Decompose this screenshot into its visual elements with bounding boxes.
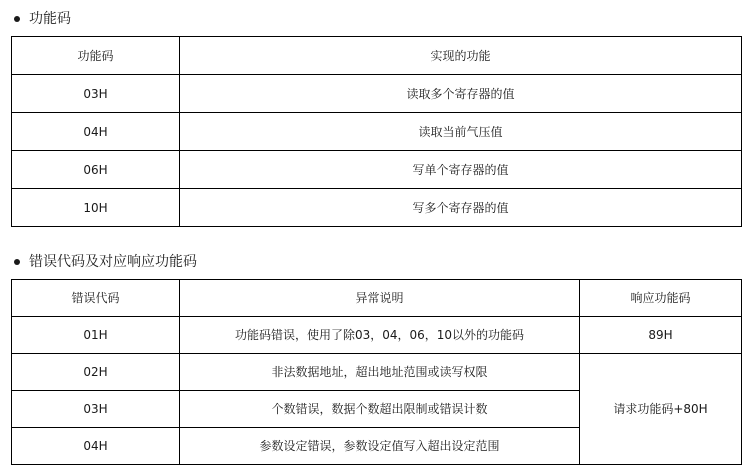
cell-code: 03H <box>12 75 180 113</box>
bullet-icon <box>14 16 20 22</box>
cell-response-code-merged: 请求功能码+80H <box>580 354 742 465</box>
column-header-code: 功能码 <box>12 37 180 75</box>
column-header-function: 实现的功能 <box>180 37 742 75</box>
cell-error-code: 04H <box>12 428 180 465</box>
cell-error-code: 01H <box>12 317 180 354</box>
cell-error-code: 02H <box>12 354 180 391</box>
section-title-text: 错误代码及对应响应功能码 <box>29 254 197 270</box>
top-spacer <box>10 4 740 6</box>
section-heading-error-code <box>14 253 740 271</box>
cell-code: 06H <box>12 151 180 189</box>
section-heading-function-code <box>14 10 740 28</box>
cell-exception-desc: 非法数据地址，超出地址范围或读写权限 <box>180 354 580 391</box>
table-row <box>12 189 742 227</box>
table-row <box>12 151 742 189</box>
table-row <box>12 113 742 151</box>
function-code-table <box>11 36 742 227</box>
cell-function: 写单个寄存器的值 <box>180 151 742 189</box>
cell-exception-desc: 参数设定错误，参数设定值写入超出设定范围 <box>180 428 580 465</box>
column-header-exception-desc: 异常说明 <box>180 280 580 317</box>
table-header-row <box>12 37 742 75</box>
table-header-row <box>12 280 742 317</box>
cell-function: 读取多个寄存器的值 <box>180 75 742 113</box>
column-header-error-code: 错误代码 <box>12 280 180 317</box>
cell-exception-desc: 个数错误，数据个数超出限制或错误计数 <box>180 391 580 428</box>
cell-function: 读取当前气压值 <box>180 113 742 151</box>
table-row <box>12 354 742 391</box>
section-gap <box>10 227 740 249</box>
cell-function: 写多个寄存器的值 <box>180 189 742 227</box>
table-row <box>12 75 742 113</box>
column-header-response-code: 响应功能码 <box>580 280 742 317</box>
section-title-text: 功能码 <box>29 11 71 27</box>
cell-exception-desc: 功能码错误，使用了除03，04，06，10以外的功能码 <box>180 317 580 354</box>
cell-response-code: 89H <box>580 317 742 354</box>
error-code-table <box>11 279 742 465</box>
bullet-icon <box>14 259 20 265</box>
cell-code: 04H <box>12 113 180 151</box>
cell-error-code: 03H <box>12 391 180 428</box>
table-row <box>12 317 742 354</box>
cell-code: 10H <box>12 189 180 227</box>
